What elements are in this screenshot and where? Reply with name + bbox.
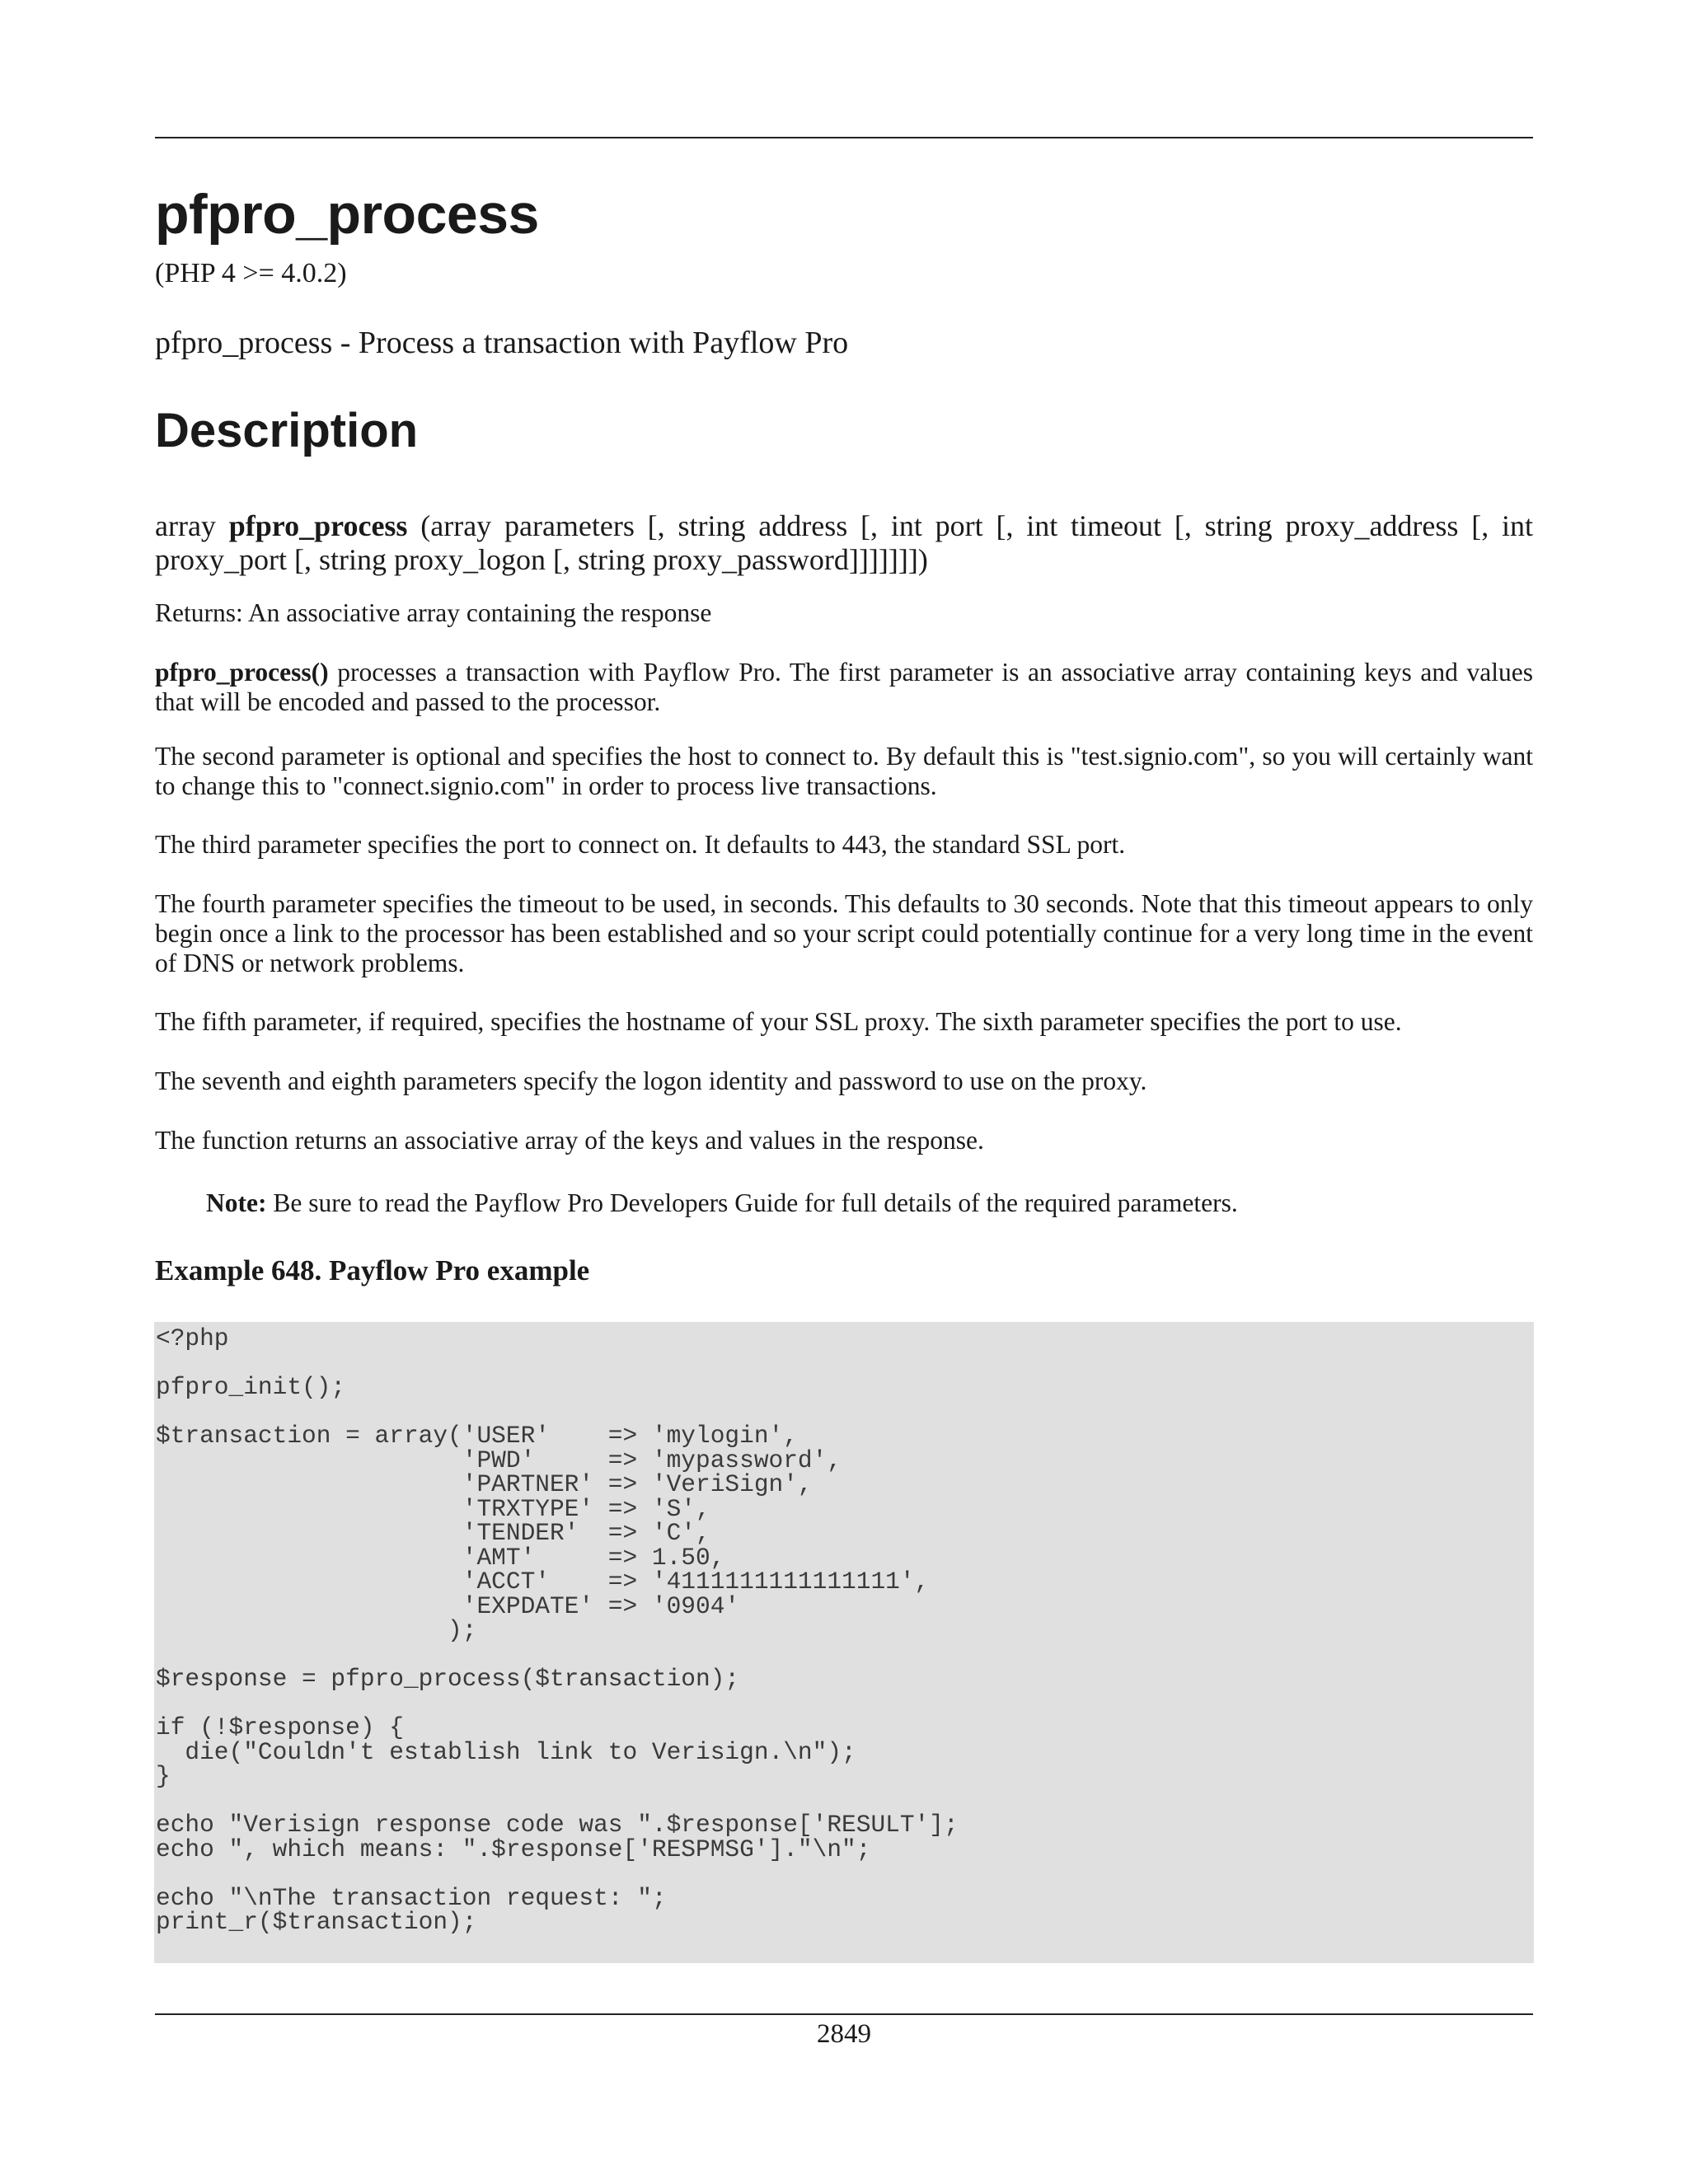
returns-paragraph: Returns: An associative array containing the response xyxy=(155,598,712,627)
note-text: Be sure to read the Payflow Pro Developers Guide for full details of the required parameters. xyxy=(266,1188,1238,1217)
header-rule xyxy=(155,137,1533,138)
function-purpose: pfpro_process - Process a transaction with Payflow Pro xyxy=(155,326,849,360)
synopsis-function-name: pfpro_process xyxy=(228,509,408,542)
page-number: 2849 xyxy=(817,2019,871,2049)
footer-rule xyxy=(155,2013,1533,2015)
note xyxy=(206,1188,1533,1218)
paragraph-6: The seventh and eighth parameters specify the logon identity and password to use on the proxy. xyxy=(155,1066,1147,1095)
paragraph-2: The second parameter is optional and specifies the host to connect to. By default this is "test.signio.com", so you will certainly want to change this to "connect.signio.com" in order to process live transactions. xyxy=(155,742,1533,800)
paragraph-4: The fourth parameter specifies the timeout to be used, in seconds. This defaults to 30 seconds. Note that this timeout appears to only begin once a link to the processor has been established and so your script could potentially continue for a very long time in the event of DNS or network problems. xyxy=(155,889,1533,977)
code-listing: <?php pfpro_init(); $transaction = array('USER' => 'mylogin', 'PWD' => 'mypassword', 'PARTNER' => 'VeriSign', 'TRXTYPE' => 'S', 'TENDER' => 'C', 'AMT' => 1.50, 'ACCT' => '4111111111111111', 'EXPDATE' => '0904' ); $response = pfpro_process($transaction); if (!$response) { die("Couldn't establish link to Verisign.\n"); } echo "Verisign response code was ".$response['RESULT']; echo ", which means: ".$response['RESPMSG']."\n"; echo "\nThe transaction request: "; print_r($transaction); xyxy=(154,1322,1534,1963)
paragraph-1 xyxy=(155,658,1533,717)
paragraph-5: The fifth parameter, if required, specifies the hostname of your SSL proxy. The sixth parameter specifies the port to use. xyxy=(155,1007,1402,1036)
paragraph-7: The function returns an associative array of the keys and values in the response. xyxy=(155,1126,984,1155)
paragraph-1-text: processes a transaction with Payflow Pro. The first parameter is an associative array containing keys and values that will be encoded and passed to the processor. xyxy=(155,658,1533,716)
section-heading-description: Description xyxy=(155,404,419,457)
synopsis-return-type: array xyxy=(155,509,216,542)
version-info: (PHP 4 >= 4.0.2) xyxy=(155,258,347,288)
function-synopsis xyxy=(155,509,1533,577)
example-title: Example 648. Payflow Pro example xyxy=(155,1254,590,1286)
function-reference: pfpro_process() xyxy=(155,658,329,687)
synopsis-signature: (array parameters [, string address [, int port [, int timeout [, string proxy_address [, int proxy_port [, string proxy_logon [, string proxy_password]]]]]]]) xyxy=(155,509,1534,576)
page-title: pfpro_process xyxy=(155,183,539,246)
paragraph-3: The third parameter specifies the port to connect on. It defaults to 443, the standard SSL port. xyxy=(155,830,1126,859)
note-label: Note: xyxy=(206,1188,267,1217)
